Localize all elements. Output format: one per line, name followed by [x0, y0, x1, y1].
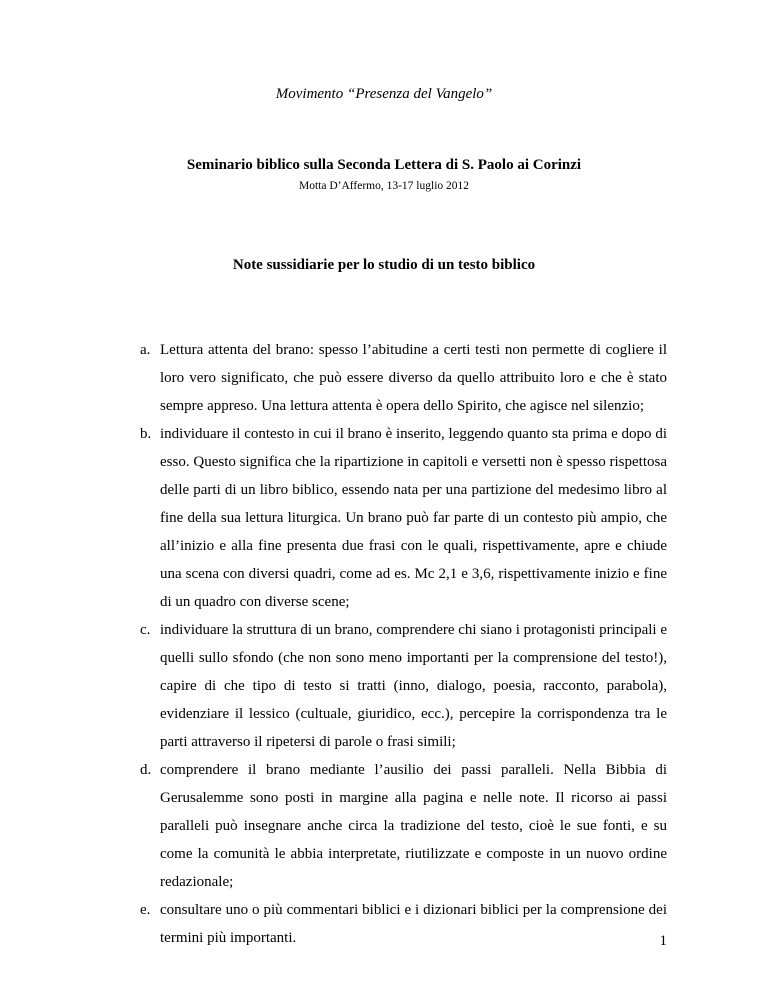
list-item-text: Lettura attenta del brano: spesso l’abitudine a certi testi non permette di cogliere il loro vero significato, che può essere diverso da quello attribuito loro e che è stato sempre appreso. Una lettura attenta è opera dello Spirito, che agisce nel silenzio;	[160, 342, 667, 414]
list-marker: b.	[140, 426, 152, 442]
seminar-title: Seminario biblico sulla Seconda Lettera di S. Paolo ai Corinzi	[186, 157, 582, 173]
notes-list	[140, 336, 667, 952]
page-title: Note sussidiarie per lo studio di un testo biblico	[232, 257, 536, 273]
place-date: Motta D’Affermo, 13-17 luglio 2012	[298, 180, 470, 192]
list-item-b	[140, 420, 667, 616]
list-marker: d.	[140, 762, 152, 778]
list-item-d	[140, 756, 667, 896]
list-item-c	[140, 616, 667, 756]
list-item-text: individuare il contesto in cui il brano è inserito, leggendo quanto sta prima e dopo di esso. Questo significa che la ripartizione in capitoli e versetti non è spesso rispettosa delle parti di un libro biblico, essendo nata per una partizione del medesimo libro al fine della sua lettura liturgica. Un brano può far parte di un contesto più ampio, che all’inizio e alla fine presenta due frasi con le quali, rispettivamente, apre e chiude una scena con diversi quadri, come ad es. Mc 2,1 e 3,6, rispettivamente inizio e fine di un quadro con diverse scene;	[160, 426, 667, 610]
list-item-e	[140, 896, 667, 952]
list-marker: e.	[140, 902, 151, 918]
movement-heading: Movimento “Presenza del Vangelo”	[275, 86, 493, 102]
list-item-a	[140, 336, 667, 420]
list-marker: c.	[140, 622, 151, 638]
list-marker: a.	[140, 342, 151, 358]
list-item-text: consultare uno o più commentari biblici e i dizionari biblici per la comprensione dei termini più importanti.	[160, 902, 667, 946]
list-item-text: comprendere il brano mediante l’ausilio dei passi paralleli. Nella Bibbia di Gerusalemme sono posti in margine alla pagina e nelle note. Il ricorso ai passi paralleli può insegnare anche circa la tradizione del testo, cioè le sue fonti, e su come la comunità le abbia interpretate, riutilizzate e composte in un nuovo ordine redazionale;	[160, 762, 667, 890]
list-item-text: individuare la struttura di un brano, comprendere chi siano i protagonisti principali e quelli sullo sfondo (che non sono meno importanti per la comprensione del testo!), capire di che tipo di testo si tratti (inno, dialogo, poesia, racconto, parabola), evidenziare il lessico (cultuale, giuridico, ecc.), percepire la corrispondenza tra le parti attraverso il ripetersi di parole o frasi simili;	[160, 622, 667, 750]
page-number: 1	[659, 933, 667, 949]
